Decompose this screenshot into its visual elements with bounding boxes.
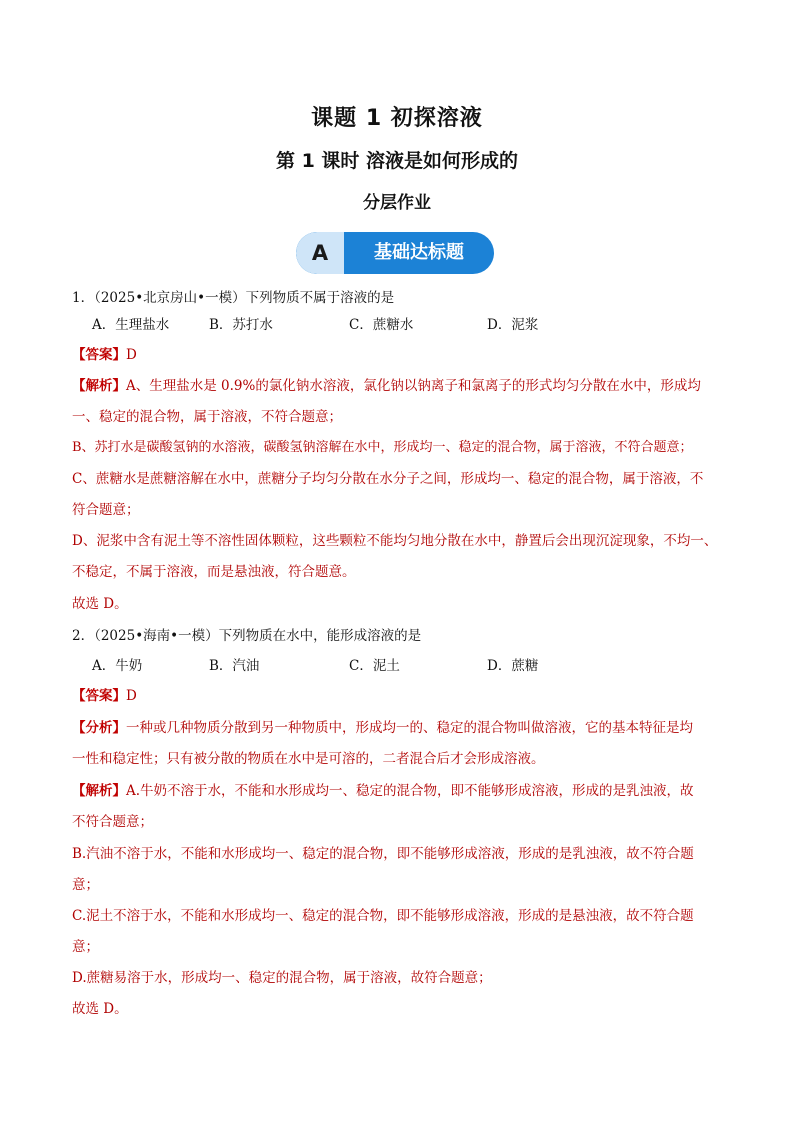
q1-answer-value: D — [126, 347, 137, 363]
q2-stem: 2．（2025•海南•一模）下列物质在水中，能形成溶液的是 — [72, 628, 422, 644]
q1-analysis-line-8: 故选 D。 — [72, 596, 128, 612]
level-banner — [296, 232, 494, 274]
q2-analysis-line-4: 意； — [72, 877, 99, 893]
q2-analysis-line-8: 故选 D。 — [72, 1001, 128, 1017]
q1-analysis-line-2: 一、稳定的混合物，属于溶液，不符合题意； — [72, 409, 342, 425]
q2-fenxi-tag: 【分析】 — [72, 720, 126, 736]
level-banner-letter: A — [296, 232, 344, 274]
q2-analysis-line-3: B.汽油不溶于水，不能和水形成均一、稳定的混合物，即不能够形成溶液，形成的是乳浊液，故不符合题 — [72, 846, 694, 862]
q2-option-a: A．牛奶 — [92, 658, 143, 674]
q1-stem: 1．（2025•北京房山•一模）下列物质不属于溶液的是 — [72, 290, 395, 306]
q1-answer-tag: 【答案】 — [72, 347, 126, 363]
q1-option-d: D．泥浆 — [487, 317, 539, 333]
q2-analysis-line-7: D.蔗糖易溶于水，形成均一、稳定的混合物，属于溶液，故符合题意； — [72, 970, 492, 986]
q2-option-b: B．汽油 — [209, 658, 260, 674]
q2-fenxi-line-2: 一性和稳定性；只有被分散的物质在水中是可溶的，二者混合后才会形成溶液。 — [72, 751, 545, 767]
q2-option-c: C．泥土 — [349, 658, 400, 674]
q1-analysis-line-5: 符合题意； — [72, 502, 140, 518]
q2-fenxi-line-1 — [72, 716, 693, 736]
q1-analysis-line-1 — [72, 374, 701, 394]
lesson-subtitle: 第 1 课时 溶液是如何形成的 — [275, 150, 519, 172]
q2-answer-tag: 【答案】 — [72, 688, 126, 704]
q1-option-c: C．蔗糖水 — [349, 317, 414, 333]
q1-analysis-line-4: C、蔗糖水是蔗糖溶解在水中，蔗糖分子均匀分散在水分子之间，形成均一、稳定的混合物，属于溶液，不 — [72, 471, 704, 487]
q1-answer-line — [72, 343, 137, 363]
q1-option-b: B．苏打水 — [209, 317, 273, 333]
q2-answer-line — [72, 684, 137, 704]
level-banner-text: 基础达标题 — [374, 242, 464, 263]
q1-analysis-tag: 【解析】 — [72, 378, 126, 394]
q2-analysis-text: A.牛奶不溶于水，不能和水形成均一、稳定的混合物，即不能够形成溶液，形成的是乳浊液，故 — [126, 783, 694, 799]
q2-analysis-line-1 — [72, 779, 694, 799]
q1-analysis-line-6: D、泥浆中含有泥土等不溶性固体颗粒，这些颗粒不能均匀地分散在水中，静置后会出现沉淀现象，不均一、 — [72, 533, 718, 549]
q2-analysis-line-6: 意； — [72, 939, 99, 955]
q2-analysis-line-2: 不符合题意； — [72, 814, 153, 830]
worksheet-type-heading: 分层作业 — [363, 193, 431, 213]
q2-analysis-line-5: C.泥土不溶于水，不能和水形成均一、稳定的混合物，即不能够形成溶液，形成的是悬浊液，故不符合题 — [72, 908, 694, 924]
q2-option-d: D．蔗糖 — [487, 658, 539, 674]
q1-analysis-line-3: B、苏打水是碳酸氢钠的水溶液，碳酸氢钠溶解在水中，形成均一、稳定的混合物，属于溶液，不符合题意； — [72, 440, 693, 455]
q1-analysis-text: A、生理盐水是 0.9%的氯化钠水溶液，氯化钠以钠离子和氯离子的形式均匀分散在水中，形成均 — [126, 378, 701, 394]
q1-analysis-line-7: 不稳定，不属于溶液，而是悬浊液，符合题意。 — [72, 564, 356, 580]
q1-option-a: A．生理盐水 — [92, 317, 170, 333]
q2-fenxi-text: 一种或几种物质分散到另一种物质中，形成均一的、稳定的混合物叫做溶液，它的基本特征是均 — [126, 720, 693, 736]
lesson-title: 课题 1 初探溶液 — [311, 106, 483, 131]
q2-answer-value: D — [126, 688, 137, 704]
q2-analysis-tag: 【解析】 — [72, 783, 126, 799]
